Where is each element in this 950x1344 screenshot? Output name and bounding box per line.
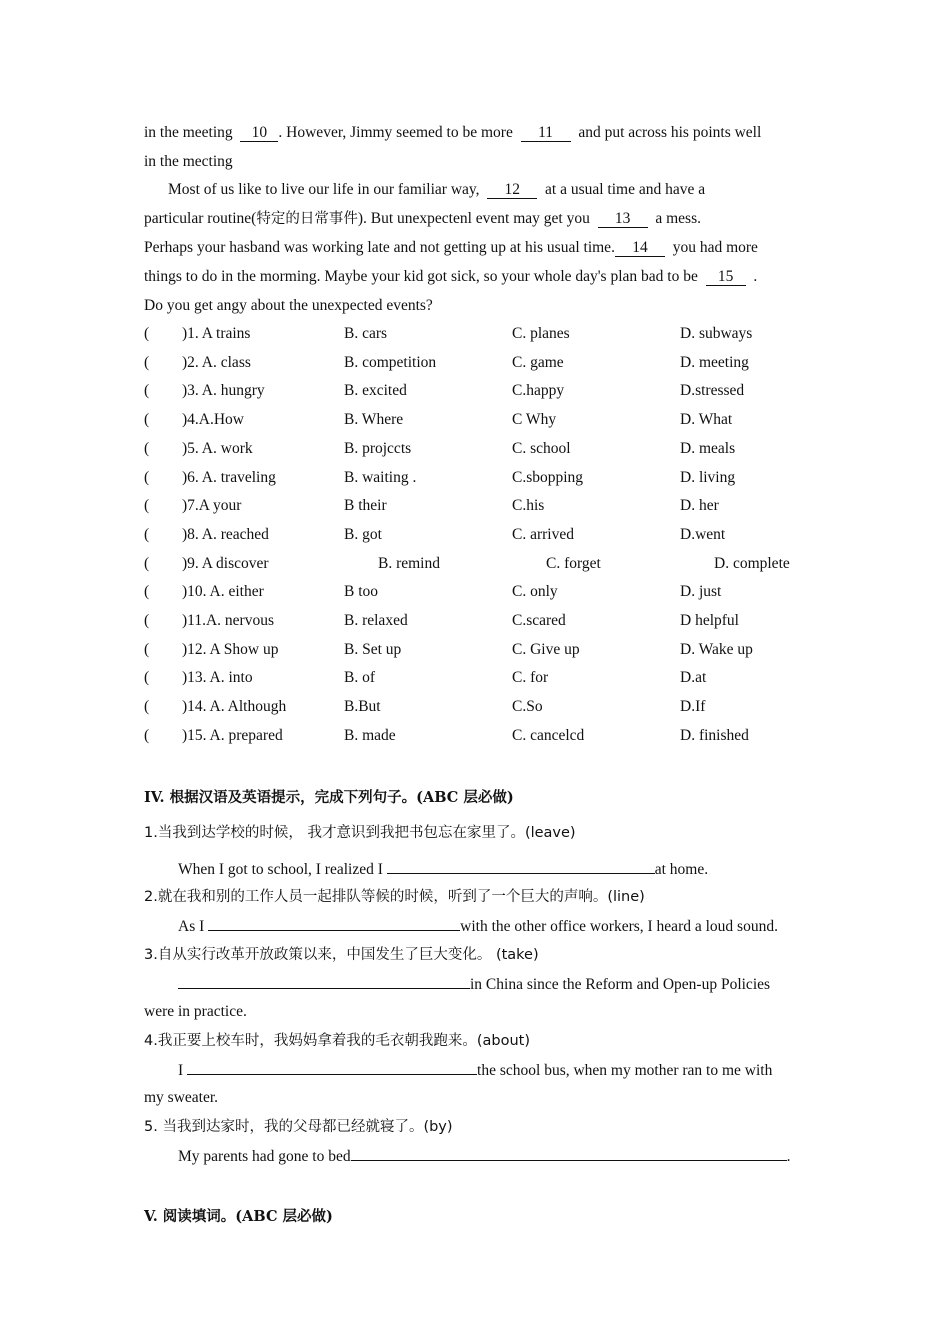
answer-blank-3[interactable] [178, 974, 470, 989]
option-d: D. Wake up [680, 640, 753, 658]
sentence-text: the school bus, when my mother ran to me with [477, 1062, 773, 1079]
option-row-7 [144, 496, 824, 516]
option-q: )15. A. prepared [182, 726, 283, 744]
blank-14: 14 [615, 240, 665, 257]
option-b: B. waiting . [344, 468, 417, 486]
answer-paren[interactable]: ( [144, 525, 150, 543]
option-c: C. cancelcd [512, 726, 585, 744]
sentence-text: 3.自从实行改革开放政策以来，中国发生了巨大变化。 (take) [144, 947, 539, 963]
option-q: )7.A your [182, 497, 242, 515]
option-c: C.happy [512, 382, 565, 400]
section-4-heading: IV. 根据汉语及英语提示，完成下列句子。(ABC 层必做) [144, 789, 514, 806]
option-b: B.But [344, 698, 381, 716]
option-b: B. made [344, 726, 396, 744]
passage-text: and put across his points well [578, 124, 762, 141]
answer-paren[interactable]: ( [144, 468, 150, 486]
passage-line [144, 267, 757, 287]
option-row-6 [144, 468, 824, 488]
sentence-text: with the other office workers, I heard a loud sound. [460, 918, 778, 935]
answer-paren[interactable]: ( [144, 612, 150, 629]
sentence-text: at home. [654, 861, 709, 878]
option-q: )8. A. reached [182, 525, 269, 543]
option-q: )13. A. into [182, 669, 253, 687]
sentence-text: As I [178, 918, 205, 935]
passage-line [144, 123, 761, 143]
answer-paren[interactable]: ( [144, 583, 150, 601]
passage-text: in the mecting [144, 153, 233, 170]
option-d: D. complete [714, 554, 790, 572]
passage-text: in the meeting [144, 124, 233, 141]
option-b: B too [344, 583, 379, 601]
passage-line [168, 180, 705, 200]
option-d: D. What [680, 411, 733, 429]
passage-text: ). But unexpectenl event may get you [357, 210, 590, 227]
blank-11: 11 [521, 125, 571, 142]
option-q: )12. A Show up [182, 640, 279, 658]
option-d: D.at [680, 669, 707, 687]
option-row-9 [144, 554, 824, 574]
option-b: B. remind [378, 554, 440, 572]
passage-text: Perhaps your hasband was working late and not getting up at his usual time. [144, 239, 615, 256]
option-c: C. for [512, 669, 549, 687]
option-b: B. cars [344, 325, 388, 342]
sentence-2-chinese [144, 887, 645, 907]
passage-text: things to do in the morming. Maybe your kid got sick, so your whole day's plan bad to be [144, 268, 698, 285]
sentence-3-english-cont [144, 1002, 247, 1022]
option-b: B. Set up [344, 640, 402, 658]
passage-text: Do you get angy about the unexpected events? [144, 297, 433, 314]
sentence-text: 1.当我到达学校的时候， 我才意识到我把书包忘在家里了。(leave) [144, 825, 576, 841]
answer-paren[interactable]: ( [144, 325, 150, 342]
answer-blank-1[interactable] [387, 859, 655, 874]
answer-paren[interactable]: ( [144, 353, 150, 371]
answer-blank-5[interactable] [351, 1146, 787, 1161]
option-c: C. only [512, 583, 558, 601]
answer-blank-2[interactable] [208, 916, 460, 931]
answer-paren[interactable]: ( [144, 726, 150, 744]
option-d: D. her [680, 497, 719, 515]
option-d: D. meeting [680, 353, 749, 371]
answer-paren[interactable]: ( [144, 669, 150, 687]
sentence-text: I [178, 1062, 184, 1079]
sentence-5-chinese [144, 1117, 453, 1137]
passage-text: . However, Jimmy seemed to be more [278, 124, 513, 141]
sentence-3-english [178, 974, 770, 995]
sentence-text: 4.我正要上校车时，我妈妈拿着我的毛衣朝我跑来。(about) [144, 1033, 530, 1049]
option-c: C.So [512, 698, 543, 716]
option-row-8 [144, 525, 824, 545]
passage-text: Most of us like to live our life in our familiar way, [168, 181, 480, 198]
sentence-text: were in practice. [144, 1003, 247, 1020]
option-d: D.stressed [680, 382, 745, 400]
blank-12: 12 [487, 182, 537, 199]
option-q: )1. A trains [182, 325, 251, 342]
option-d: D.went [680, 525, 726, 543]
option-b: B. excited [344, 382, 407, 400]
answer-paren[interactable]: ( [144, 382, 150, 400]
sentence-1-english [178, 859, 708, 880]
option-q: )6. A. traveling [182, 468, 276, 486]
option-d: D. meals [680, 439, 736, 457]
sentence-text: 2.就在我和别的工作人员一起排队等候的时候，听到了一个巨大的声响。(line) [144, 889, 645, 905]
option-c: C.scared [512, 612, 566, 629]
option-row-12 [144, 640, 824, 660]
passage-text: you had more [672, 239, 758, 256]
answer-paren[interactable]: ( [144, 497, 150, 515]
passage-text: particular routine( [144, 210, 257, 227]
answer-blank-4[interactable] [187, 1060, 477, 1075]
option-b: B. projccts [344, 439, 412, 457]
sentence-text: my sweater. [144, 1089, 219, 1106]
sentence-4-chinese [144, 1031, 530, 1051]
option-b: B. Where [344, 411, 404, 429]
blank-10: 10 [240, 125, 278, 142]
option-q: )3. A. hungry [182, 382, 265, 400]
option-c: C. arrived [512, 525, 574, 543]
option-c: C. planes [512, 325, 570, 342]
option-q: )4.A.How [182, 411, 244, 429]
answer-paren[interactable]: ( [144, 439, 150, 457]
sentence-4-english [178, 1060, 772, 1081]
option-q: )10. A. either [182, 583, 264, 601]
option-d: D. subways [680, 325, 753, 342]
passage-text: a mess. [655, 210, 701, 227]
answer-paren[interactable]: ( [144, 698, 150, 716]
option-c: C. school [512, 439, 571, 457]
passage-line [144, 238, 758, 258]
option-d: D. just [680, 583, 722, 601]
sentence-text: 5. 当我到达家时，我的父母都已经就寝了。(by) [144, 1119, 453, 1135]
passage-text: at a usual time and have a [545, 181, 706, 198]
option-d: D. finished [680, 726, 749, 744]
answer-paren[interactable]: ( [144, 554, 150, 572]
option-c: C. forget [546, 554, 601, 572]
option-q: )11.A. nervous [182, 612, 274, 629]
option-q: )2. A. class [182, 353, 251, 371]
sentence-text: My parents had gone to bed [178, 1148, 351, 1165]
option-b: B. relaxed [344, 612, 408, 629]
option-row-13 [144, 668, 824, 688]
option-b: B. competition [344, 353, 437, 371]
passage-text-chinese: 特定的日常事件 [256, 211, 358, 227]
option-q: )9. A discover [182, 554, 269, 572]
option-row-2 [144, 353, 824, 373]
sentence-text: in China since the Reform and Open-up Policies [470, 976, 771, 993]
blank-15: 15 [706, 269, 746, 286]
option-b: B. got [344, 525, 382, 543]
blank-13: 13 [598, 211, 648, 228]
passage-text: . [753, 268, 758, 285]
option-q: )14. A. Although [182, 698, 287, 716]
option-b: B their [344, 497, 387, 515]
option-c: C.his [512, 497, 545, 515]
option-row-3 [144, 381, 824, 401]
option-row-1 [144, 324, 824, 344]
section-5-heading: V. 阅读填词。(ABC 层必做) [144, 1208, 333, 1225]
option-row-14 [144, 697, 824, 717]
sentence-1-chinese [144, 823, 576, 843]
sentence-4-english-cont [144, 1088, 218, 1108]
passage-line [144, 296, 433, 316]
option-c: C Why [512, 411, 557, 429]
option-row-15 [144, 726, 824, 746]
option-c: C.sbopping [512, 468, 584, 486]
option-c: C. Give up [512, 640, 580, 658]
answer-paren[interactable]: ( [144, 411, 150, 429]
option-b: B. of [344, 669, 375, 687]
passage-line [144, 152, 233, 172]
option-d: D helpful [680, 612, 739, 629]
option-row-11 [144, 611, 824, 631]
passage-line [144, 209, 701, 229]
option-row-4 [144, 410, 824, 430]
option-c: C. game [512, 353, 564, 371]
option-d: D.If [680, 698, 706, 716]
option-d: D. living [680, 468, 736, 486]
option-row-10 [144, 582, 824, 602]
option-row-5 [144, 439, 824, 459]
sentence-text: . [786, 1148, 791, 1165]
answer-paren[interactable]: ( [144, 640, 150, 658]
option-q: )5. A. work [182, 439, 253, 457]
sentence-text: When I got to school, I realized I [178, 861, 383, 878]
sentence-2-english [178, 916, 778, 937]
sentence-3-chinese [144, 945, 539, 965]
sentence-5-english [178, 1146, 791, 1167]
